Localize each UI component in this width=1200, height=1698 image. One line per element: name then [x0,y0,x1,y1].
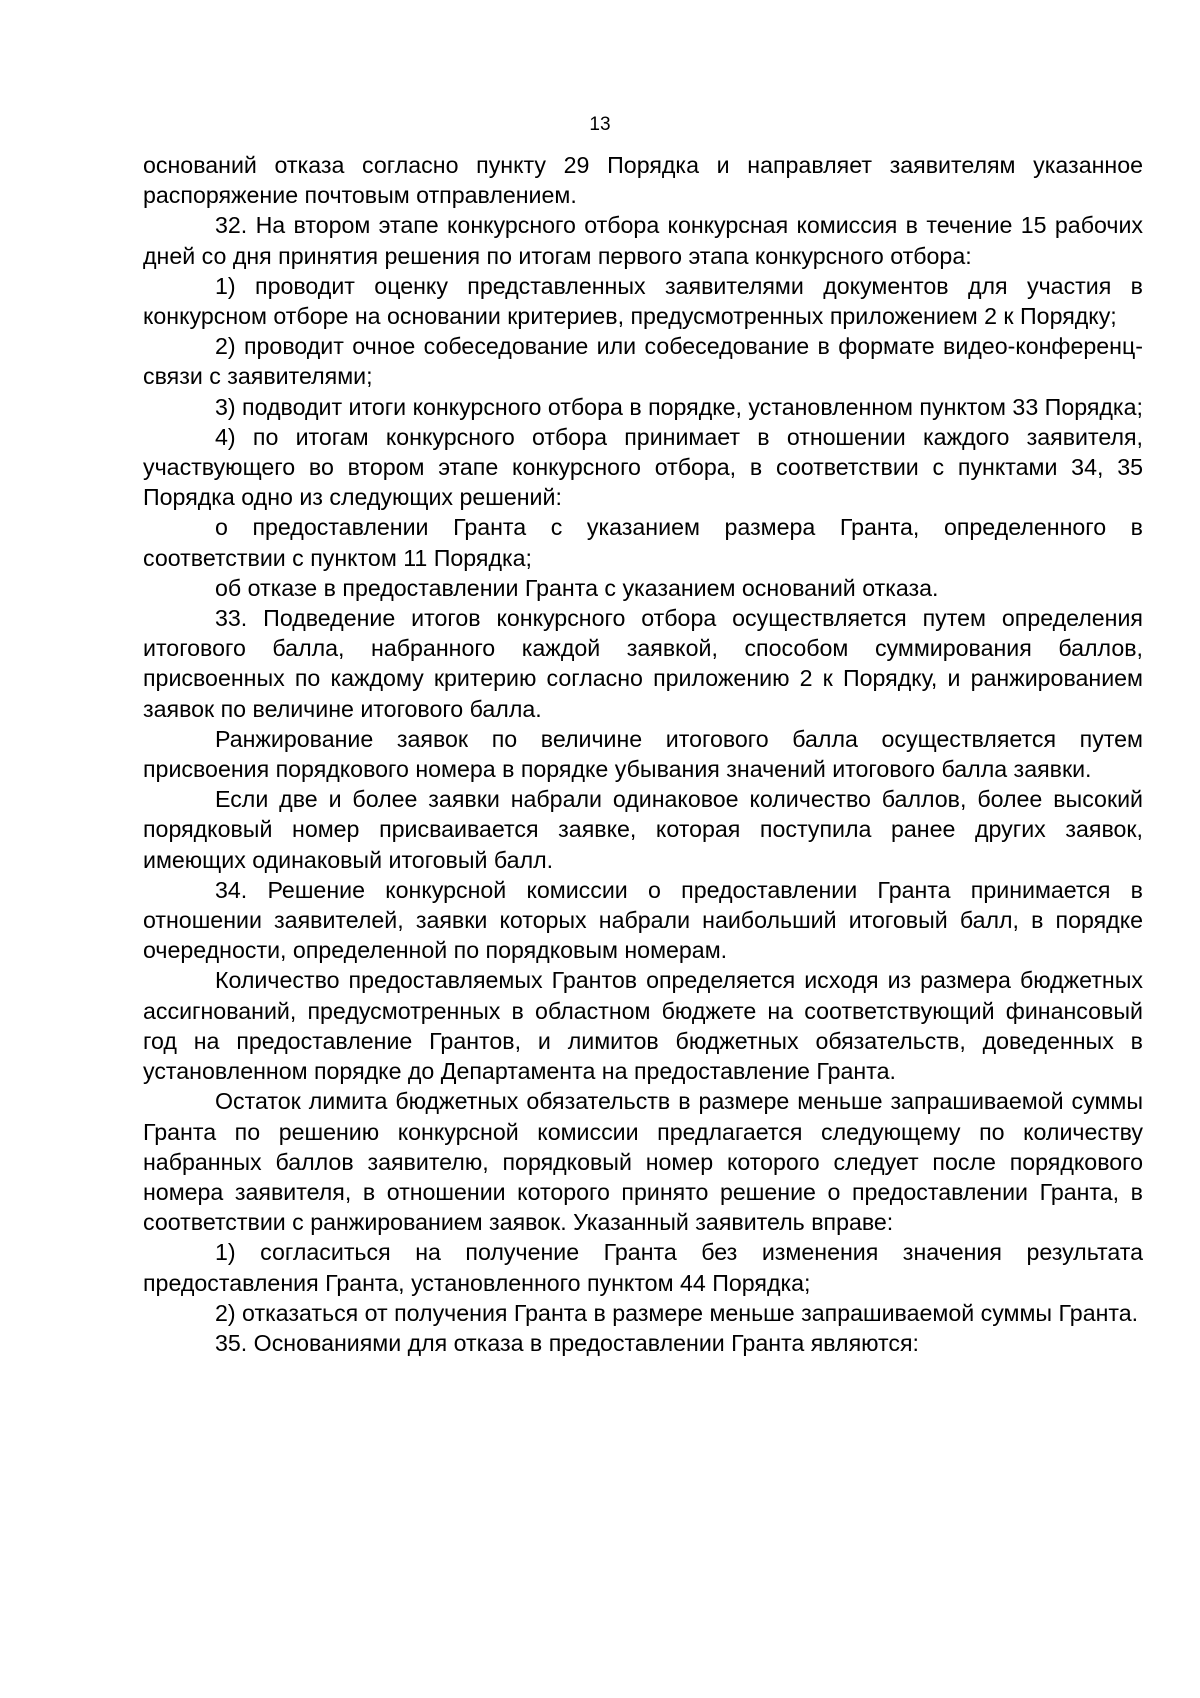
paragraph-item-35: 35. Основаниями для отказа в предоставлении Гранта являются: [215,1329,919,1356]
paragraph-subitem-32-3: 3) подводит итоги конкурсного отбора в порядке, установленном пунктом 33 Порядка; [215,393,1143,420]
paragraph-item-33: 33. Подведение итогов конкурсного отбора осуществляется путем определения итогового балла, набранного каждой заявкой, способом суммирования баллов, присвоенных по каждому критерию согласно приложению 2 к Порядку, и ранжированием заявок по величине итогового балла. [143,605,1143,722]
paragraph-option-1: 1) согласиться на получение Гранта без изменения значения результата предоставления Гранта, установленного пунктом 44 Порядка; [143,1239,1143,1296]
paragraph-decision-grant: о предоставлении Гранта с указанием размера Гранта, определенного в соответствии с пунктом 11 Порядка; [143,514,1143,571]
paragraph-subitem-32-1: 1) проводит оценку представленных заявителями документов для участия в конкурсном отборе на основании критериев, предусмотренных приложением 2 к Порядку; [143,272,1143,330]
paragraph-continuation: оснований отказа согласно пункту 29 Порядка и направляет заявителям указанное распоряжение почтовым отправлением. [143,152,1143,209]
paragraph-equal-score: Если две и более заявки набрали одинаковое количество баллов, более высокий порядковый номер присваивается заявке, которая поступила ранее других заявок, имеющих одинаковый итоговый балл. [143,786,1143,873]
paragraph-grant-count: Количество предоставляемых Грантов определяется исходя из размера бюджетных ассигнований, предусмотренных в областном бюджете на соответствующий финансовый год на предоставление Грантов, и лимитов бюджетных обязательств, доведенных в установленном порядке до Департамента на предоставление Гранта. [143,967,1143,1085]
paragraph-limit-remainder: Остаток лимита бюджетных обязательств в размере меньше запрашиваемой суммы Гранта по решению конкурсной комиссии предлагается следующему по количеству набранных баллов заявителю, порядковый номер которого следует после порядкового номера заявителя, в отношении которого принято решение о предоставлении Гранта, в соответствии с ранжированием заявок. Указанный заявитель вправе: [143,1088,1143,1236]
paragraph-subitem-32-2: 2) проводит очное собеседование или собеседование в формате видео-конференц-связи с заявителями; [143,333,1143,390]
page-number: 13 [589,114,611,135]
document-body [143,150,1143,1358]
paragraph-decision-refusal: об отказе в предоставлении Гранта с указанием оснований отказа. [215,574,939,601]
paragraph-subitem-32-4: 4) по итогам конкурсного отбора принимает в отношении каждого заявителя, участвующего во втором этапе конкурсного отбора, в соответствии с пунктами 34, 35 Порядка одно из следующих решений: [143,423,1143,511]
paragraph-item-34: 34. Решение конкурсной комиссии о предоставлении Гранта принимается в отношении заявителей, заявки которых набрали наибольший итоговый балл, в порядке очередности, определенной по порядковым номерам. [143,876,1143,964]
paragraph-option-2: 2) отказаться от получения Гранта в размере меньше запрашиваемой суммы Гранта. [215,1299,1139,1326]
paragraph-item-32: 32. На втором этапе конкурсного отбора конкурсная комиссия в течение 15 рабочих дней со дня принятия решения по итогам первого этапа конкурсного отбора: [143,212,1143,269]
paragraph-ranking: Ранжирование заявок по величине итогового балла осуществляется путем присвоения порядкового номера в порядке убывания значений итогового балла заявки. [143,725,1143,783]
